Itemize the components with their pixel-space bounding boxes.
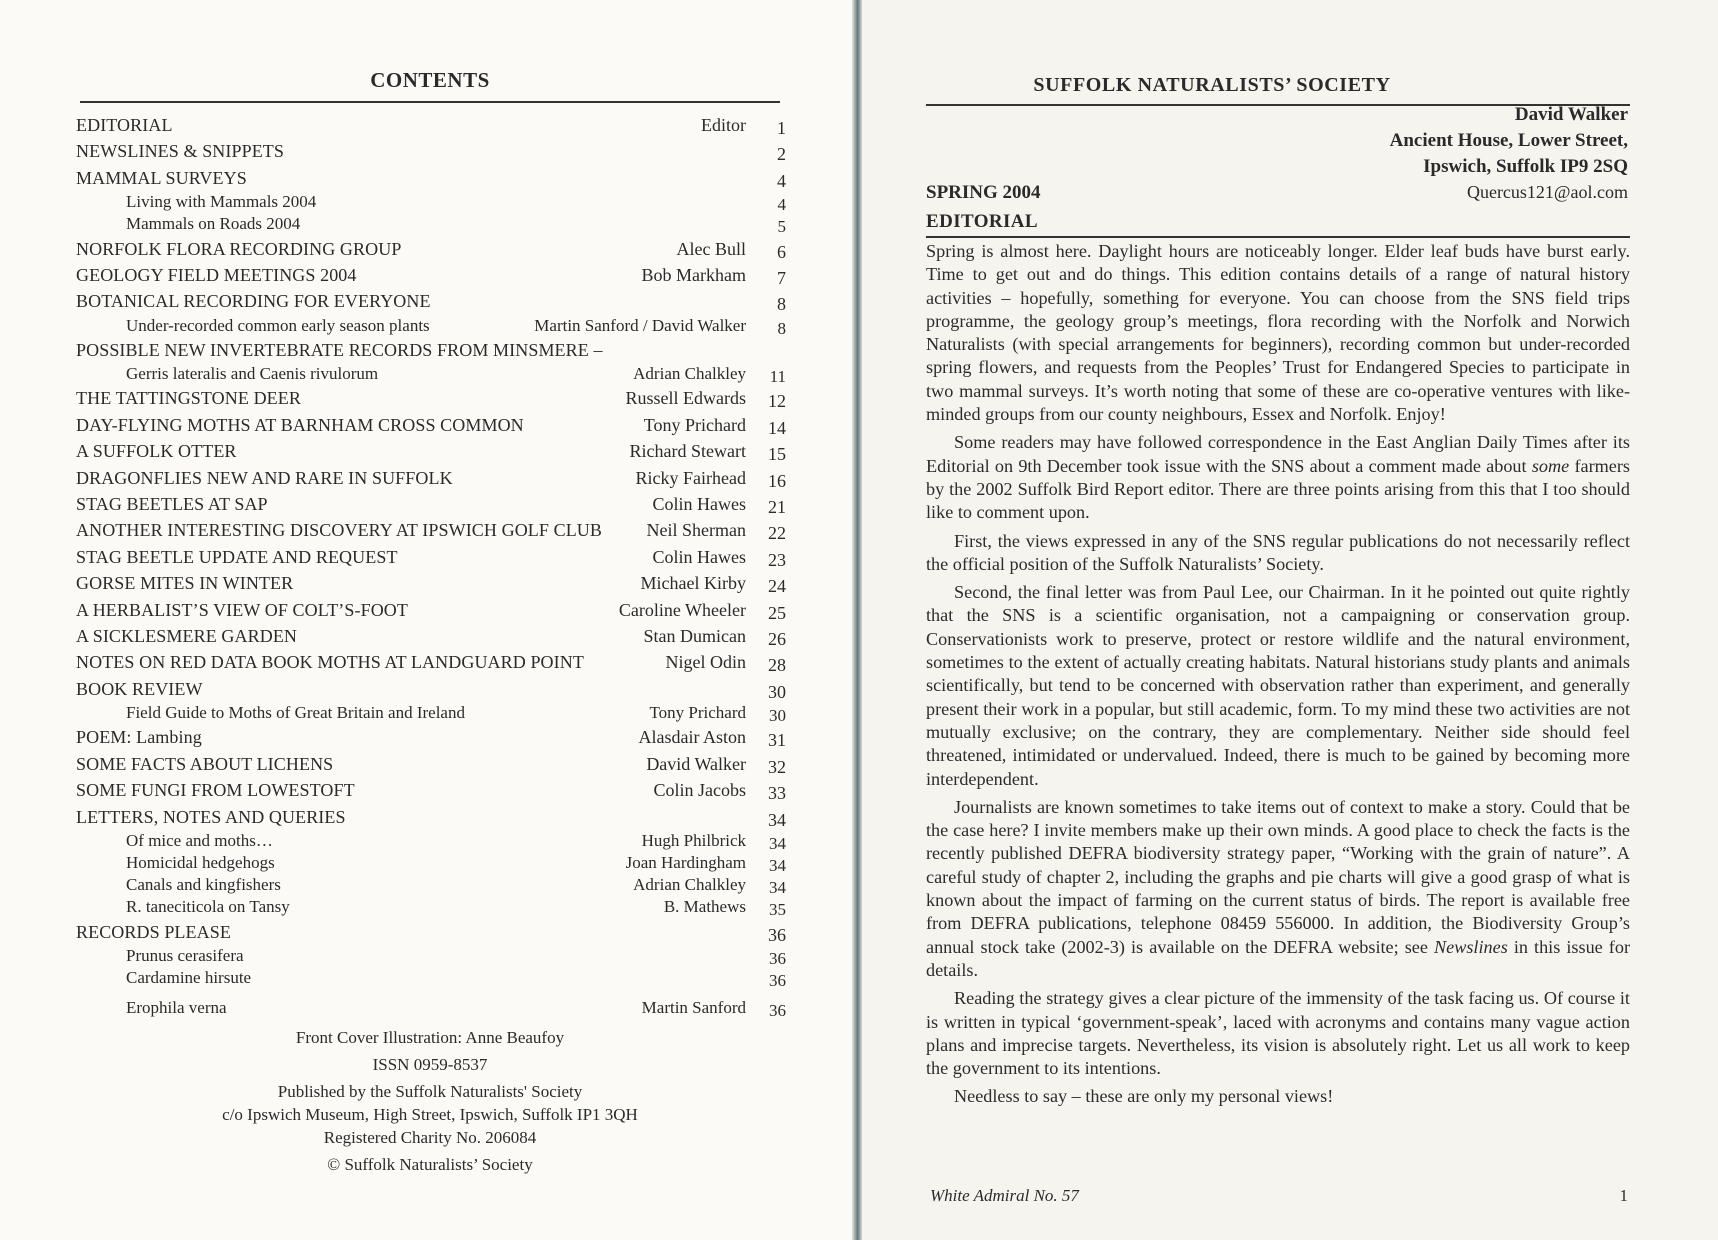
contents-rule — [80, 101, 780, 103]
toc-title: SOME FACTS ABOUT LICHENS — [76, 753, 334, 774]
toc-title: NEWSLINES & SNIPPETS — [76, 141, 285, 162]
toc-subentry — [76, 896, 786, 918]
toc-subentry — [76, 191, 786, 213]
editor-email: Quercus121@aol.com — [1466, 182, 1628, 202]
toc-page-number: 36 — [769, 971, 786, 991]
toc-page-number: 21 — [768, 497, 786, 518]
toc-author: David Walker — [646, 753, 746, 774]
toc-title: BOTANICAL RECORDING FOR EVERYONE — [76, 291, 431, 312]
toc-page-number: 31 — [768, 730, 786, 751]
toc-entry — [76, 676, 786, 702]
toc-page-number: 5 — [777, 217, 786, 237]
toc-page-number: 36 — [768, 924, 786, 945]
toc-author: Joan Hardingham — [625, 853, 746, 873]
toc-subentry — [76, 967, 786, 989]
toc-title: Erophila verna — [126, 998, 227, 1018]
toc-page-number: 36 — [769, 1001, 786, 1021]
toc-author: Richard Stewart — [629, 441, 746, 462]
toc-page-number: 26 — [768, 629, 786, 649]
toc-title: Mammals on Roads 2004 — [126, 214, 301, 234]
contents-page — [0, 0, 856, 1240]
toc-entry — [76, 465, 786, 491]
toc-subentry — [76, 874, 786, 896]
toc-subentry — [76, 945, 786, 967]
toc-entry — [76, 412, 786, 438]
toc-title: ANOTHER INTERESTING DISCOVERY AT IPSWICH GOLF CLUB — [76, 520, 603, 541]
toc-title: Cardamine hirsute — [126, 968, 252, 988]
toc-subentry — [76, 315, 786, 337]
toc-title: Field Guide to Moths of Great Britain and Ireland — [126, 703, 465, 723]
toc-title: RECORDS PLEASE — [76, 921, 231, 942]
toc-page-number: 8 — [777, 294, 786, 315]
contents-title: CONTENTS — [370, 68, 490, 92]
toc-author: Alec Bull — [676, 238, 746, 259]
copyright: © Suffolk Naturalists’ Society — [327, 1155, 533, 1174]
toc-title: A SUFFOLK OTTER — [76, 441, 237, 462]
charity-number: Registered Charity No. 206084 — [323, 1128, 537, 1147]
toc-author: Russell Edwards — [625, 388, 746, 409]
toc-page-number: 7 — [777, 267, 786, 288]
toc-subentry — [76, 702, 786, 724]
toc-page-number: 22 — [768, 523, 786, 544]
toc-page-number: 11 — [769, 367, 786, 387]
toc-title: STAG BEETLE UPDATE AND REQUEST — [76, 546, 398, 567]
toc-title: Prunus cerasifera — [126, 946, 244, 966]
society-title: SUFFOLK NATURALISTS’ SOCIETY — [1033, 74, 1391, 96]
toc-title: Of mice and moths… — [126, 830, 273, 850]
toc-entry — [76, 517, 786, 543]
toc-author: Adrian Chalkley — [633, 875, 746, 895]
toc-page-number: 15 — [768, 444, 786, 465]
toc-title: STAG BEETLES AT SAP — [76, 494, 268, 515]
paragraph: Second, the final letter was from Paul Lee, our Chairman. In it he pointed out quite rightly that the SNS is a scientific organisation, not a campaigning or conservation group. Conservationists work to preserve, protect or restore wildlife and the natural environment, sometimes to the extent of actually creating habitats. Natural historians study plants and animals scientifically, but tend to be concerned with observation rather than experiment, and generally present their work in a popular, but still academic, form. To my mind these two activities are not mutually exclusive; on the contrary, they are complementary. Neither side should feel threatened, intimidated or undervalued. Indeed, there is much to be gained by becoming more interdependent. — [926, 582, 1630, 789]
toc-page-number: 32 — [768, 756, 786, 777]
toc-title: Gerris lateralis and Caenis rivulorum — [126, 364, 379, 384]
paragraph: First, the views expressed in any of the SNS regular publications do not necessarily reflect the official position of the Suffolk Naturalists’ Society. — [926, 530, 1630, 574]
toc-title: POEM: Lambing — [76, 727, 202, 748]
toc-author: Neil Sherman — [646, 520, 746, 541]
toc-page-number: 33 — [768, 783, 786, 804]
toc-title: Homicidal hedgehogs — [126, 853, 275, 873]
toc-page-number: 14 — [768, 417, 786, 438]
address-line: David Walker — [1514, 104, 1628, 125]
toc-entry — [76, 570, 786, 596]
toc-entry — [76, 491, 786, 517]
toc-entry — [76, 385, 786, 411]
toc-page-number: 34 — [769, 833, 786, 853]
toc-page-number: 1 — [777, 118, 786, 138]
toc-page-number: 35 — [769, 900, 786, 920]
toc-page-number: 2 — [777, 144, 786, 165]
toc-page-number: 34 — [769, 856, 786, 876]
toc-author: Colin Jacobs — [653, 780, 746, 801]
toc-title: NOTES ON RED DATA BOOK MOTHS AT LANDGUARD POINT — [76, 652, 584, 673]
toc-entry — [76, 165, 786, 191]
toc-page-number: 4 — [777, 170, 786, 191]
toc-author: Bob Markham — [641, 264, 746, 285]
toc-page-number: 28 — [768, 655, 786, 676]
toc-page-number: 12 — [768, 391, 786, 412]
toc-page-number: 23 — [768, 549, 786, 570]
cover-credit: Front Cover Illustration: Anne Beaufoy — [295, 1028, 565, 1047]
toc-entry — [76, 288, 786, 314]
toc-author: Tony Prichard — [643, 414, 746, 435]
toc-entry — [76, 337, 786, 363]
paragraph: Reading the strategy gives a clear picture of the immensity of the task facing us. Of course it is written in typical ‘government-speak’, laced with acronyms and contains many vague action plans and imprecise targets. Nevertheless, its vision is absolutely right. Let us all work to keep the government to its intentions. — [926, 988, 1630, 1079]
paragraph: Journalists are known sometimes to take items out of context to make a story. Could that be the case here? I invite members make up their own minds. A good place to check the facts is the recently published DEFRA biodiversity strategy paper, “Working with the grain of nature”. A careful study of chapter 2, including the graphs and pie charts will give a good grasp of what is known about the impact of farming on the current status of birds. The report is available free from DEFRA publications, telephone 08459 556000. In addition, the Biodiversity Group’s annual stock take (2002-3) is available on the DEFRA website; see Newslines in this issue for details. — [926, 796, 1630, 980]
toc-author: Martin Sanford — [641, 998, 746, 1018]
toc-entry — [76, 623, 786, 649]
editorial-heading: EDITORIAL — [926, 211, 1039, 232]
issn: ISSN 0959-8537 — [372, 1055, 488, 1074]
toc-subentry — [76, 830, 786, 852]
toc-page-number: 25 — [768, 602, 786, 623]
toc-page-number: 34 — [769, 878, 786, 898]
toc-author: Colin Hawes — [652, 494, 746, 515]
toc-entry — [76, 777, 786, 803]
toc-author: Hugh Philbrick — [641, 830, 746, 850]
address-line: Ipswich, Suffolk IP9 2SQ — [1423, 156, 1628, 177]
toc-author: Nigel Odin — [665, 652, 746, 673]
toc-page-number: 8 — [777, 318, 786, 338]
editorial-page — [862, 0, 1718, 1240]
toc-title: Canals and kingfishers — [126, 875, 281, 895]
toc-author: Stan Dumican — [643, 626, 746, 646]
toc-page-number: 6 — [777, 241, 786, 262]
toc-subentry — [76, 213, 786, 235]
toc-author: Caroline Wheeler — [618, 599, 746, 620]
toc-entry — [76, 236, 786, 262]
toc-page-number: 30 — [768, 681, 786, 702]
toc-title: Under-recorded common early season plants — [126, 315, 430, 335]
paragraph: Some readers may have followed correspondence in the East Anglian Daily Times after its Editorial on 9th December took issue with the SNS about a comment made about some farmers by the 2002 Suffolk Bird Report editor. There are three points arising from this that I too should like to comment upon. — [926, 432, 1630, 523]
paragraph: Needless to say – these are only my personal views! — [954, 1086, 1334, 1107]
toc-entry — [76, 919, 786, 945]
editor-address — [1390, 102, 1628, 180]
toc-title: POSSIBLE NEW INVERTEBRATE RECORDS FROM MINSMERE – — [76, 339, 603, 360]
toc-page-number: 16 — [768, 470, 786, 491]
publisher: Published by the Suffolk Naturalists' Society — [277, 1082, 583, 1101]
toc-title: GORSE MITES IN WINTER — [76, 573, 294, 594]
toc-title: SOME FUNGI FROM LOWESTOFT — [76, 780, 355, 801]
toc-entry — [76, 262, 786, 288]
editorial-body — [926, 240, 1630, 1114]
toc-page-number: 30 — [769, 706, 786, 726]
toc-subentry — [76, 363, 786, 385]
toc-entry — [76, 544, 786, 570]
toc-author: Tony Prichard — [649, 703, 746, 723]
address-line: Ancient House, Lower Street, — [1389, 130, 1628, 151]
toc-author: B. Mathews — [663, 897, 746, 917]
toc-author: Editor — [701, 115, 746, 135]
toc-title: MAMMAL SURVEYS — [76, 167, 247, 188]
toc-title: Living with Mammals 2004 — [126, 192, 317, 212]
toc-subentry — [76, 997, 786, 1019]
toc-entry — [76, 649, 786, 675]
toc-author: Colin Hawes — [652, 546, 746, 567]
issue-label: SPRING 2004 — [926, 182, 1041, 203]
toc-title: LETTERS, NOTES AND QUERIES — [76, 806, 346, 827]
toc-entry — [76, 724, 786, 750]
issue-footer: White Admiral No. 57 — [930, 1186, 1079, 1205]
paragraph: Spring is almost here. Daylight hours are noticeably longer. Elder leaf buds have burst early. Time to get out and do things. This edition contains details of a range of natural history activities – hopefully, something for everyone. You can choose from the SNS field trips programme, the geology group’s meetings, flora recording with the Norfolk and Norwich Naturalists (with special arrangements for beginners), recording common but under-recorded spring flowers, and requests from the Peoples’ Trust for Endangered Species to participate in two mammal surveys. It’s worth noting that some of these are co-operative ventures with like-minded groups from our county neighbours, Essex and Norfolk. Enjoy! — [926, 241, 1630, 425]
colophon — [140, 1026, 720, 1176]
toc-entry — [76, 751, 786, 777]
table-of-contents — [76, 112, 786, 1020]
page-gutter — [852, 0, 862, 1240]
toc-entry — [76, 804, 786, 830]
toc-title: NORFOLK FLORA RECORDING GROUP — [76, 238, 402, 259]
toc-title: EDITORIAL — [76, 115, 173, 135]
toc-subentry — [76, 852, 786, 874]
toc-author: Alasdair Aston — [638, 727, 746, 748]
toc-author: Michael Kirby — [640, 573, 746, 594]
toc-author: Adrian Chalkley — [633, 364, 746, 384]
toc-title: R. taneciticola on Tansy — [126, 897, 290, 917]
toc-page-number: 36 — [769, 949, 786, 969]
toc-page-number: 4 — [777, 195, 786, 215]
toc-title: THE TATTINGSTONE DEER — [76, 388, 301, 409]
editorial-rule — [926, 236, 1630, 238]
toc-page-number: 24 — [768, 576, 786, 597]
toc-page-number: 34 — [768, 809, 786, 830]
toc-title: DRAGONFLIES NEW AND RARE IN SUFFOLK — [76, 467, 453, 488]
toc-entry — [76, 438, 786, 464]
publisher-address: c/o Ipswich Museum, High Street, Ipswich, Suffolk IP1 3QH — [222, 1105, 638, 1124]
page-number: 1 — [1619, 1186, 1628, 1205]
toc-entry — [76, 138, 786, 164]
toc-entry — [76, 597, 786, 623]
toc-title: A HERBALIST’S VIEW OF COLT’S-FOOT — [76, 599, 408, 620]
toc-title: A SICKLESMERE GARDEN — [76, 626, 298, 646]
toc-author: Martin Sanford / David Walker — [534, 315, 746, 335]
toc-title: DAY-FLYING MOTHS AT BARNHAM CROSS COMMON — [76, 414, 524, 435]
toc-title: GEOLOGY FIELD MEETINGS 2004 — [76, 264, 357, 285]
toc-entry — [76, 112, 786, 138]
toc-author: Ricky Fairhead — [635, 467, 746, 488]
toc-title: BOOK REVIEW — [76, 678, 203, 699]
